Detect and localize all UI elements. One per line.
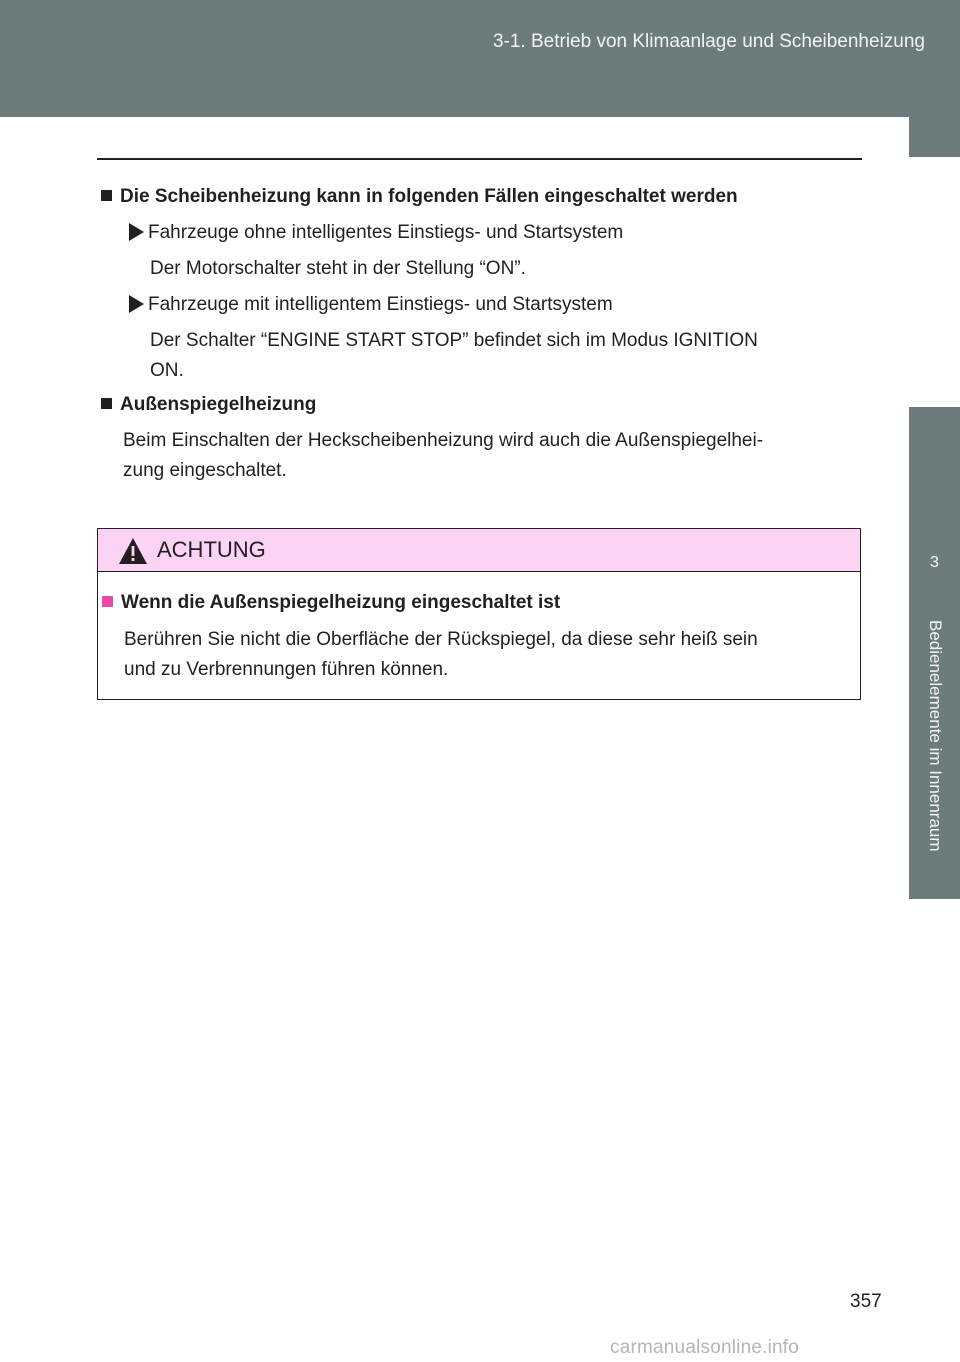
section-heading-heating (97, 182, 862, 212)
triangle-bullet-icon (129, 295, 144, 313)
header-band (0, 0, 960, 117)
caution-heading (98, 588, 860, 618)
square-bullet-icon (101, 398, 112, 409)
page-number: 357 (850, 1291, 882, 1312)
sub-item-text-line1: Der Schalter “ENGINE START STOP” befindet sich im Modus IGNITION (150, 330, 758, 351)
body-text-line2: zung eingeschaltet. (123, 460, 287, 481)
caution-box (97, 528, 861, 700)
caution-body (98, 572, 860, 685)
sub-item-label: Fahrzeuge mit intelligentem Einstiegs- und Startsystem (148, 294, 613, 315)
caution-heading-text: Wenn die Außenspiegelheizung eingeschaltet ist (121, 592, 561, 613)
warning-triangle-icon (118, 537, 148, 565)
chapter-tab-top (909, 117, 960, 157)
main-content (97, 178, 862, 486)
square-bullet-icon (101, 190, 112, 201)
caution-text-line1: Berühren Sie nicht die Oberfläche der Rückspiegel, da diese sehr heiß sein (124, 629, 758, 650)
sub-item-2 (129, 290, 862, 320)
heading-text: Die Scheibenheizung kann in folgenden Fällen eingeschaltet werden (120, 186, 738, 207)
caution-title: ACHTUNG (157, 537, 266, 562)
body-text-line1: Beim Einschalten der Heckscheibenheizung wird auch die Außenspiegelhei- (123, 430, 764, 451)
sub-item-text-line2: ON. (150, 360, 184, 381)
chapter-number: 3 (930, 554, 939, 571)
sub-item-1 (129, 218, 862, 248)
caution-header (98, 529, 860, 572)
top-rule (97, 158, 862, 160)
heading-text: Außenspiegelheizung (120, 394, 317, 415)
sub-item-label: Fahrzeuge ohne intelligentes Einstiegs- und Startsystem (148, 222, 624, 243)
square-bullet-icon (102, 596, 113, 607)
triangle-bullet-icon (129, 223, 144, 241)
sub-item-text: Der Motorschalter steht in der Stellung “ON”. (150, 258, 526, 279)
section-heading-mirror (97, 390, 862, 420)
section-title: 3-1. Betrieb von Klimaanlage und Scheibenheizung (492, 31, 925, 52)
caution-text-line2: und zu Verbrennungen führen können. (124, 659, 449, 680)
chapter-label: Bedienelemente im Innenraum (926, 620, 945, 852)
watermark: carmanualsonline.info (610, 1337, 800, 1358)
